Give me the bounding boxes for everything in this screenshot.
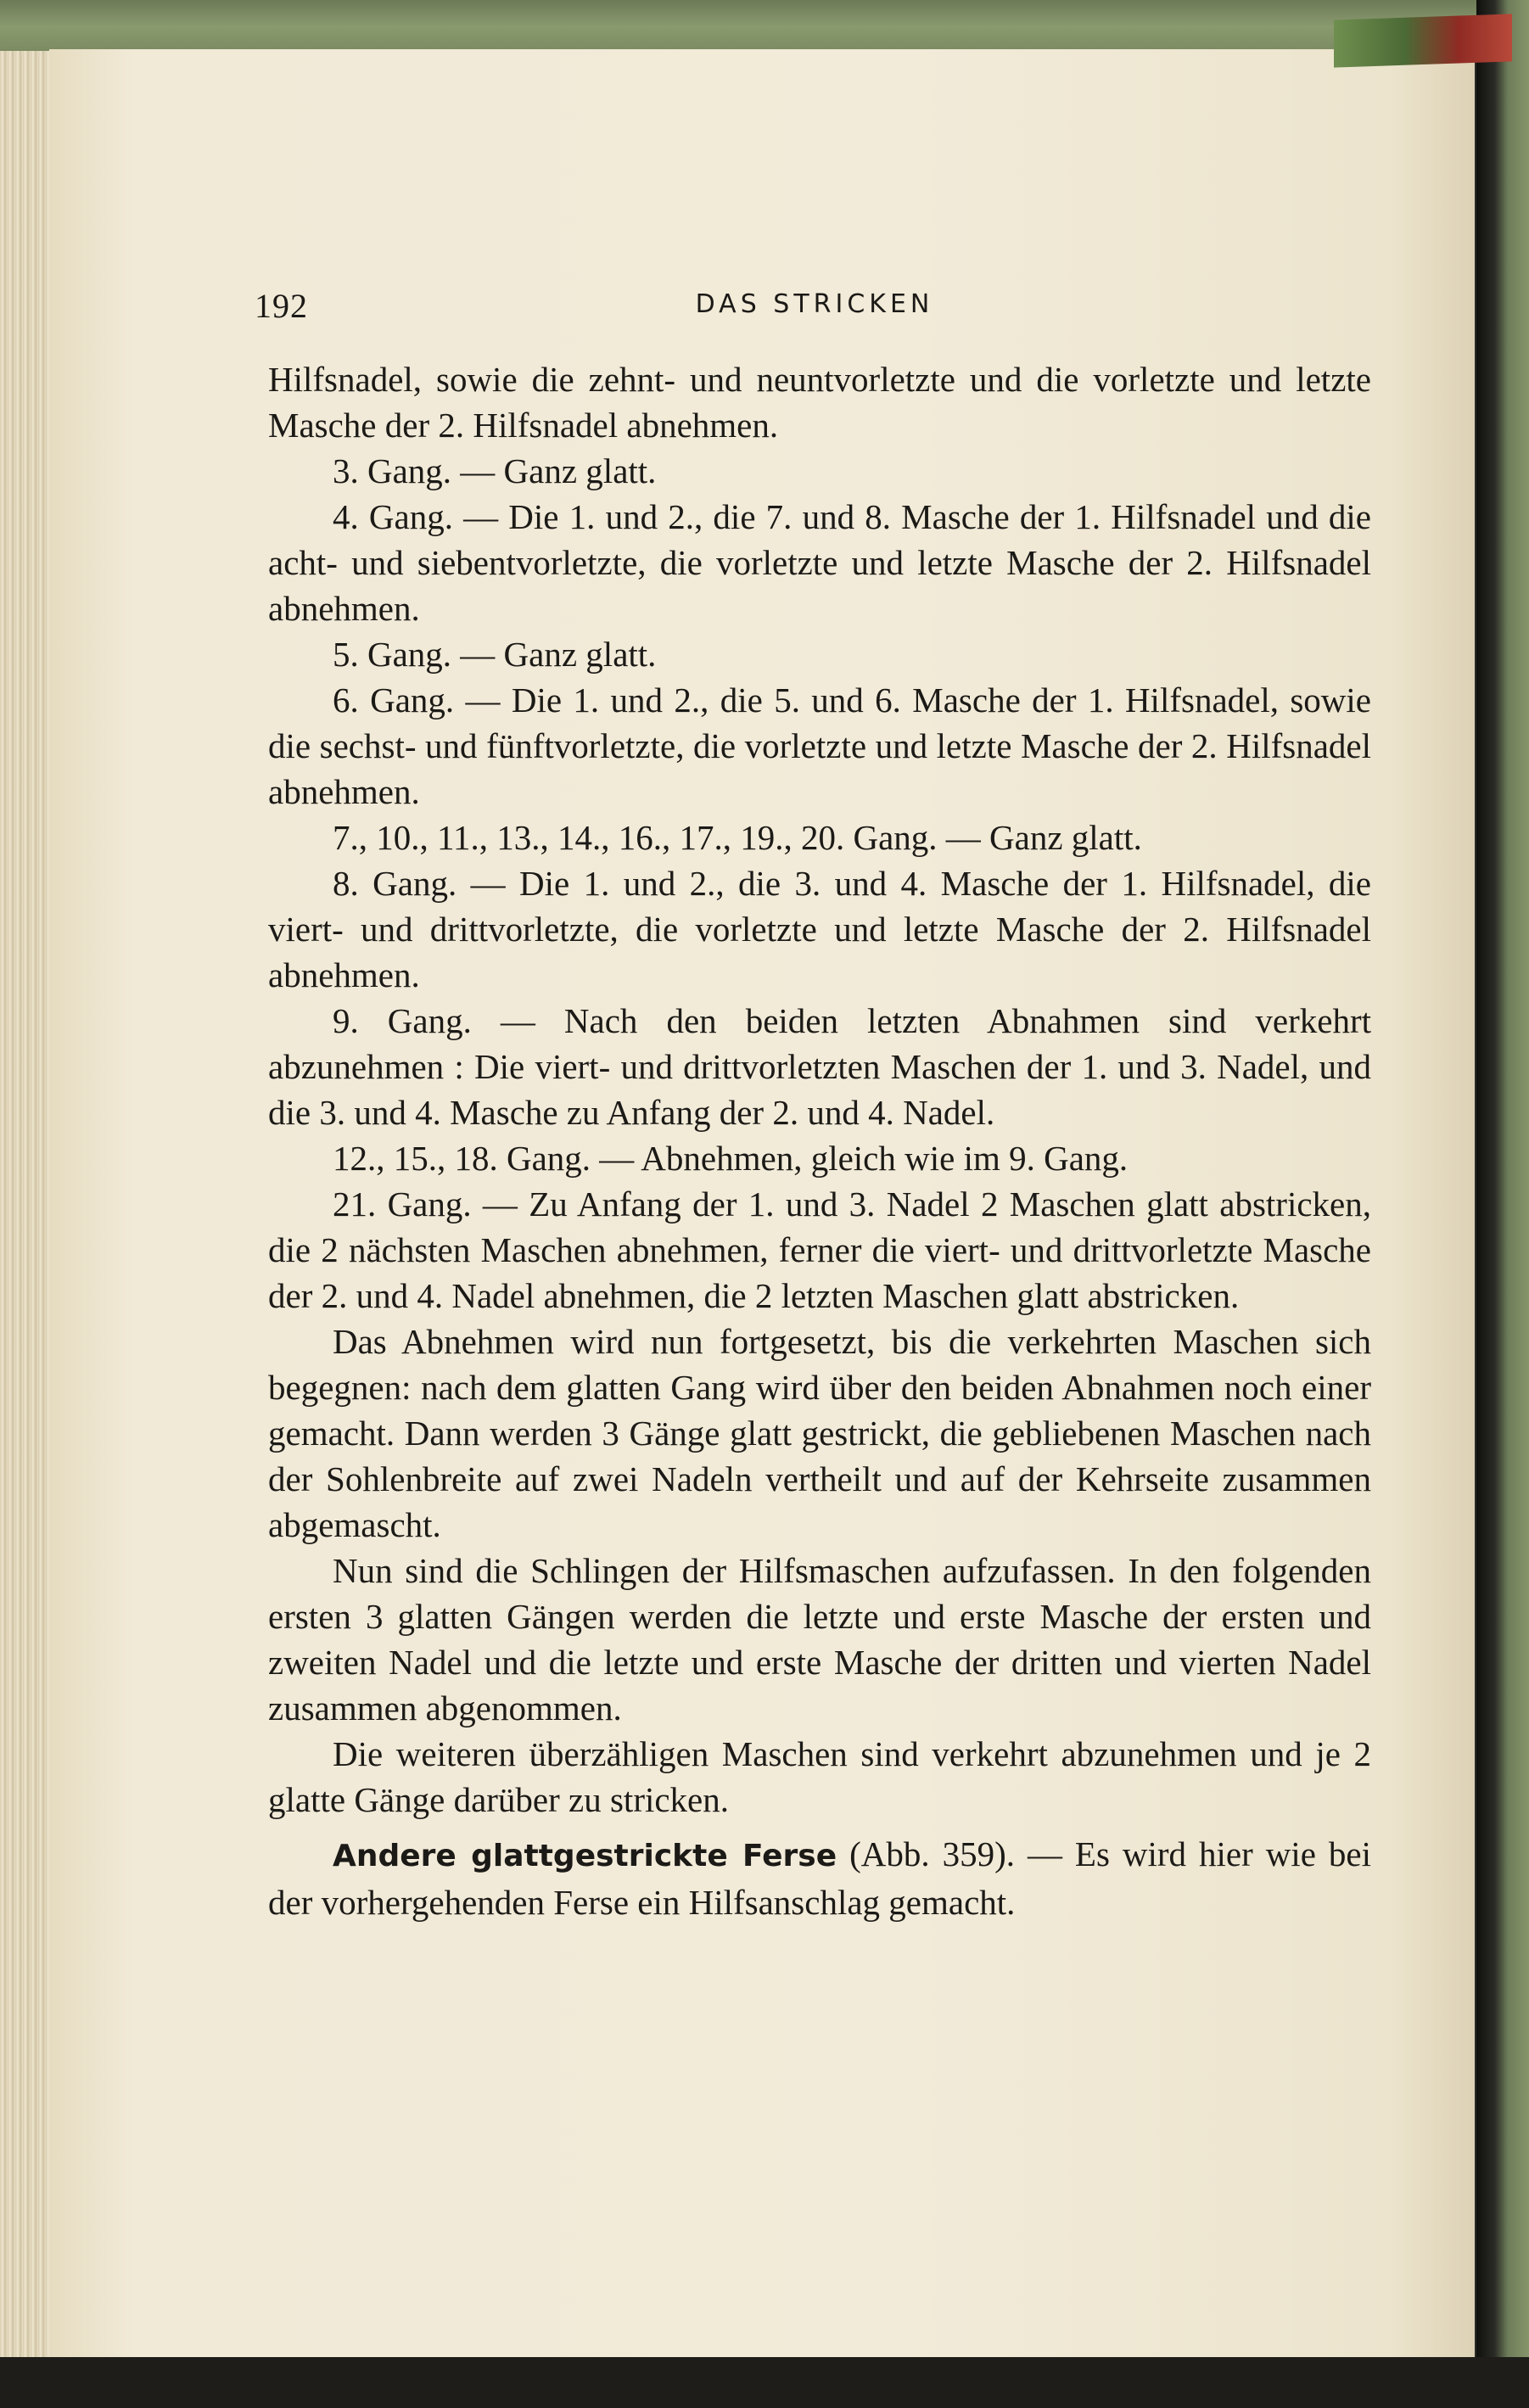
paragraph: 12., 15., 18. Gang. — Abnehmen, gleich wie im 9. Gang. xyxy=(333,1139,1129,1178)
scan-bottom-edge xyxy=(0,2357,1529,2408)
paragraph: 5. Gang. — Ganz glatt. xyxy=(333,635,657,674)
final-paragraph xyxy=(268,1831,1371,1925)
paragraph: 6. Gang. — Die 1. und 2., die 5. und 6. Masche der 1. Hilfsnadel, sowie die sechst- und fünftvorletzte, die vorletzte und letzte Masche der 2. Hilfsnadel abnehmen. xyxy=(268,680,1371,811)
section-heading: Andere glattgestrickte Ferse xyxy=(333,1839,837,1873)
paragraph: Die weiteren überzähligen Maschen sind verkehrt abzunehmen und je 2 glatte Gänge darüber zu stricken. xyxy=(268,1734,1371,1819)
running-title: DAS STRICKEN xyxy=(695,289,934,319)
page-number: 192 xyxy=(255,287,308,325)
page-stack-edge xyxy=(0,51,54,2359)
paragraph: Nun sind die Schlingen der Hilfsmaschen aufzufassen. In den folgenden ersten 3 glatten Gängen werden die letzte und erste Masche der ersten und zweiten Nadel und die letzte und erste Masche der dritten und vierten Nadel zusammen abgenommen. xyxy=(268,1551,1371,1728)
paragraph: Das Abnehmen wird nun fortgesetzt, bis die verkehrten Maschen sich begegnen: nach dem glatten Gang wird über den beiden Abnahmen noch einer gemacht. Dann werden 3 Gänge glatt gestrickt, die gebliebenen Maschen nach der Sohlenbreite auf zwei Nadeln vertheilt und auf der Kehrseite zusammen abgemascht. xyxy=(268,1322,1371,1544)
paragraph: 3. Gang. — Ganz glatt. xyxy=(333,451,657,490)
paragraph: Hilfsnadel, sowie die zehnt- und neuntvorletzte und die vorletzte und letzte Masche der 2. Hilfsnadel abnehmen. xyxy=(268,360,1371,445)
paragraph: 9. Gang. — Nach den beiden letzten Abnahmen sind verkehrt abzunehmen : Die viert- und drittvorletzten Maschen der 1. und 3. Nadel, und die 3. und 4. Masche zu Anfang der 2. und 4. Nadel. xyxy=(268,1001,1371,1132)
paragraph: 4. Gang. — Die 1. und 2., die 7. und 8. Masche der 1. Hilfsnadel und die acht- und siebentvorletzte, die vorletzte und letzte Masche der 2. Hilfsnadel abnehmen. xyxy=(268,497,1371,628)
paragraph: 7., 10., 11., 13., 14., 16., 17., 19., 20. Gang. — Ganz glatt. xyxy=(333,818,1142,857)
paragraph: 21. Gang. — Zu Anfang der 1. und 3. Nadel 2 Maschen glatt abstricken, die 2 nächsten Maschen abnehmen, ferner die viert- und drittvorletzte Masche der 2. und 4. Nadel abnehmen, die 2 letzten Maschen glatt abstricken. xyxy=(268,1184,1371,1315)
page-header xyxy=(255,286,1366,337)
body-text xyxy=(268,356,1371,1925)
book-cover-edge xyxy=(1476,0,1529,2367)
final-paragraph-text: (Abb. 359). — Es wird hier wie bei der vorhergehenden Ferse ein Hilfsanschlag gemacht. xyxy=(268,1834,1371,1922)
ribbon-bookmark xyxy=(1334,14,1512,67)
paragraph: 8. Gang. — Die 1. und 2., die 3. und 4. Masche der 1. Hilfsnadel, die viert- und drittvorletzte, die vorletzte und letzte Masche der 2. Hilfsnadel abnehmen. xyxy=(268,864,1371,994)
